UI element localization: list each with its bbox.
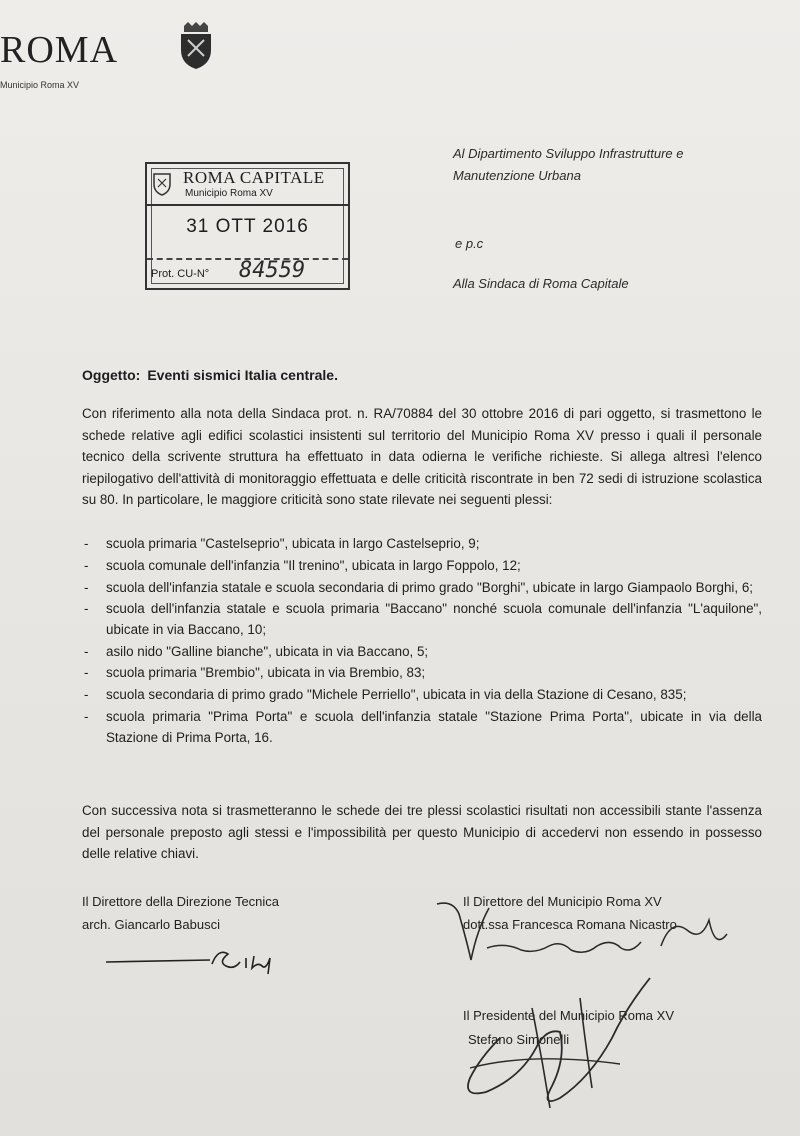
stamp-crest-icon	[153, 170, 171, 196]
roma-crest-icon	[178, 22, 214, 70]
recipient-line-2: Manutenzione Urbana	[453, 168, 581, 183]
body-paragraph-2: Con successiva nota si trasmetteranno le schede dei tre plessi scolastici risultati non accessibili stante l'assenza del personale preposto agli stessi e l'impossibilità per questo Municipio di accedervi non essendo in possesso delle relative chiavi.	[82, 803, 762, 861]
body-paragraph-1: Con riferimento alla nota della Sindaca prot. n. RA/70884 del 30 ottobre 2016 di pari oggetto, si trasmettono le schede relative agli edifici scolastici insistenti sul territorio del Municipio Roma XV presso i quali il personale tecnico della scrivente struttura ha effettuato in data odierna le verifiche richieste. Si allega altresì l'elenco riepilogativo dell'attività di monitoraggio effettuata e delle criticità riscontrate in ben 72 sedi di istruzione scolastica su 80. In particolare, le maggiore criticità sono state rilevate nei seguenti plessi:	[82, 406, 762, 507]
sig-left-name: arch. Giancarlo Babusci	[82, 917, 221, 932]
list-item: - scuola dell'infanzia statale e scuola secondaria di primo grado "Borghi", ubicate in largo Giampaolo Borghi, 6;	[82, 578, 762, 599]
list-item: - scuola primaria "Castelseprio", ubicata in largo Castelseprio, 9;	[82, 534, 762, 555]
stamp-title: ROMA CAPITALE	[183, 168, 325, 187]
signature-left	[100, 940, 290, 980]
list-item: - scuola dell'infanzia statale e scuola primaria "Baccano" nonché scuola comunale dell'infanzia "L'aquilone", ubicate in via Baccano, 10;	[82, 599, 762, 640]
subject-label: Oggetto:	[82, 367, 141, 383]
stamp-prot-number: 84559	[239, 258, 306, 283]
sig-left-role: Il Direttore della Direzione Tecnica	[82, 894, 280, 909]
stamp-date: 31 OTT 2016	[186, 216, 309, 237]
sig-president-role: Il Presidente del Municipio Roma XV	[463, 1008, 674, 1023]
header-municipio: Municipio Roma XV	[0, 80, 80, 90]
sig-right-name: dott.ssa Francesca Romana Nicastro	[463, 917, 677, 932]
subject-text: Eventi sismici Italia centrale.	[147, 367, 338, 383]
header-org-name: ROMA	[0, 29, 119, 71]
protocol-stamp	[145, 162, 350, 290]
subject-line	[82, 367, 338, 383]
list-item: - asilo nido "Galline bianche", ubicata in via Baccano, 5;	[82, 642, 762, 663]
plessi-list	[82, 534, 762, 749]
recipient-line-1: Al Dipartimento Sviluppo Infrastrutture e	[453, 146, 684, 161]
stamp-municipio: Municipio Roma XV	[185, 188, 273, 199]
signature-right	[425, 890, 745, 975]
recipient-line-3: Alla Sindaca di Roma Capitale	[453, 276, 629, 291]
sig-right-role: Il Direttore del Municipio Roma XV	[463, 894, 662, 909]
list-item: - scuola comunale dell'infanzia "Il trenino", ubicata in largo Foppolo, 12;	[82, 556, 762, 577]
stamp-prot-label: Prot. CU-N°	[151, 268, 210, 280]
list-item: - scuola primaria "Prima Porta" e scuola dell'infanzia statale "Stazione Prima Porta", ubicate in via della Stazione di Prima Porta, 16.	[82, 707, 762, 748]
list-item: - scuola secondaria di primo grado "Michele Perriello", ubicata in via della Stazione di Cesano, 835;	[82, 685, 762, 706]
recipient-epc: e p.c	[455, 236, 484, 251]
list-item: - scuola primaria "Brembio", ubicata in via Brembio, 83;	[82, 663, 762, 684]
signature-president	[440, 968, 680, 1118]
sig-president-name: Stefano Simonelli	[468, 1032, 570, 1047]
